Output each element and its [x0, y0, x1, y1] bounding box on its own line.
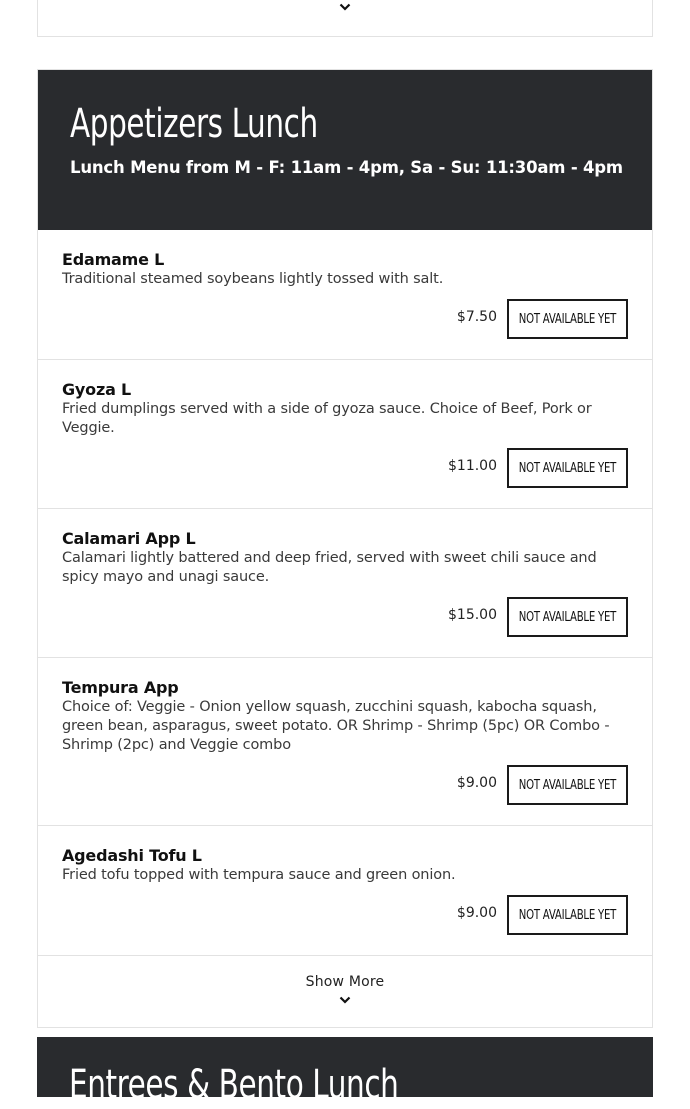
section-title: Entrees & Bento Lunch: [69, 1062, 399, 1108]
menu-item-list: [38, 230, 652, 956]
menu-item-name: Edamame L: [62, 250, 165, 269]
menu-item-name: Gyoza L: [62, 380, 132, 399]
menu-item: [38, 509, 652, 658]
menu-item: [38, 230, 652, 360]
not-available-button-label: NOT AVAILABLE YET: [518, 460, 617, 476]
menu-item-name: Tempura App: [62, 678, 179, 697]
menu-item-description: Fried dumplings served with a side of gyoza sauce. Choice of Beef, Pork or Veggie.: [62, 401, 592, 436]
menu-item-footer: [62, 765, 628, 805]
not-available-button[interactable]: [507, 765, 628, 805]
section-subtitle: Lunch Menu from M - F: 11am - 4pm, Sa - Su: 11:30am - 4pm: [70, 158, 623, 177]
chevron-down-icon[interactable]: [339, 3, 351, 11]
not-available-button[interactable]: [507, 448, 628, 488]
menu-item-footer: [62, 895, 628, 935]
not-available-button[interactable]: [507, 597, 628, 637]
menu-item-name: Agedashi Tofu L: [62, 846, 202, 865]
menu-item-footer: [62, 448, 628, 488]
not-available-button-label: NOT AVAILABLE YET: [518, 311, 617, 327]
menu-item: [38, 360, 652, 509]
section-header: [38, 70, 652, 230]
not-available-button[interactable]: [507, 299, 628, 339]
menu-item: [38, 658, 652, 826]
not-available-button-label: NOT AVAILABLE YET: [518, 777, 617, 793]
menu-item-price: $9.00: [456, 905, 497, 921]
menu-item-name: Calamari App L: [62, 529, 196, 548]
menu-section-appetizers-lunch: [37, 69, 653, 1028]
show-more-label: Show More: [305, 974, 385, 990]
menu-item-description: Choice of: Veggie - Onion yellow squash, zucchini squash, kabocha squash, green bean, asparagus, sweet potato. OR Shrimp - Shrimp (5pc) OR Combo - Shrimp (2pc) and Veggie combo: [62, 699, 610, 753]
chevron-down-icon: [339, 996, 351, 1004]
menu-section-next: [37, 1037, 653, 1108]
menu-item-price: $7.50: [456, 309, 497, 325]
menu-item-footer: [62, 597, 628, 637]
menu-item: [38, 826, 652, 956]
menu-item-price: $15.00: [448, 607, 497, 623]
menu-item-footer: [62, 299, 628, 339]
menu-item-description: Fried tofu topped with tempura sauce and green onion.: [62, 867, 456, 883]
not-available-button[interactable]: [507, 895, 628, 935]
not-available-button-label: NOT AVAILABLE YET: [518, 907, 617, 923]
menu-item-price: $9.00: [456, 775, 497, 791]
show-more-button[interactable]: [38, 956, 652, 1027]
menu-item-description: Calamari lightly battered and deep fried, served with sweet chili sauce and spicy mayo and unagi sauce.: [62, 550, 597, 585]
not-available-button-label: NOT AVAILABLE YET: [518, 609, 617, 625]
menu-item-price: $11.00: [448, 458, 497, 474]
section-title: Appetizers Lunch: [70, 101, 318, 147]
menu-item-description: Traditional steamed soybeans lightly tossed with salt.: [62, 271, 444, 287]
previous-section-card: [37, 0, 653, 37]
